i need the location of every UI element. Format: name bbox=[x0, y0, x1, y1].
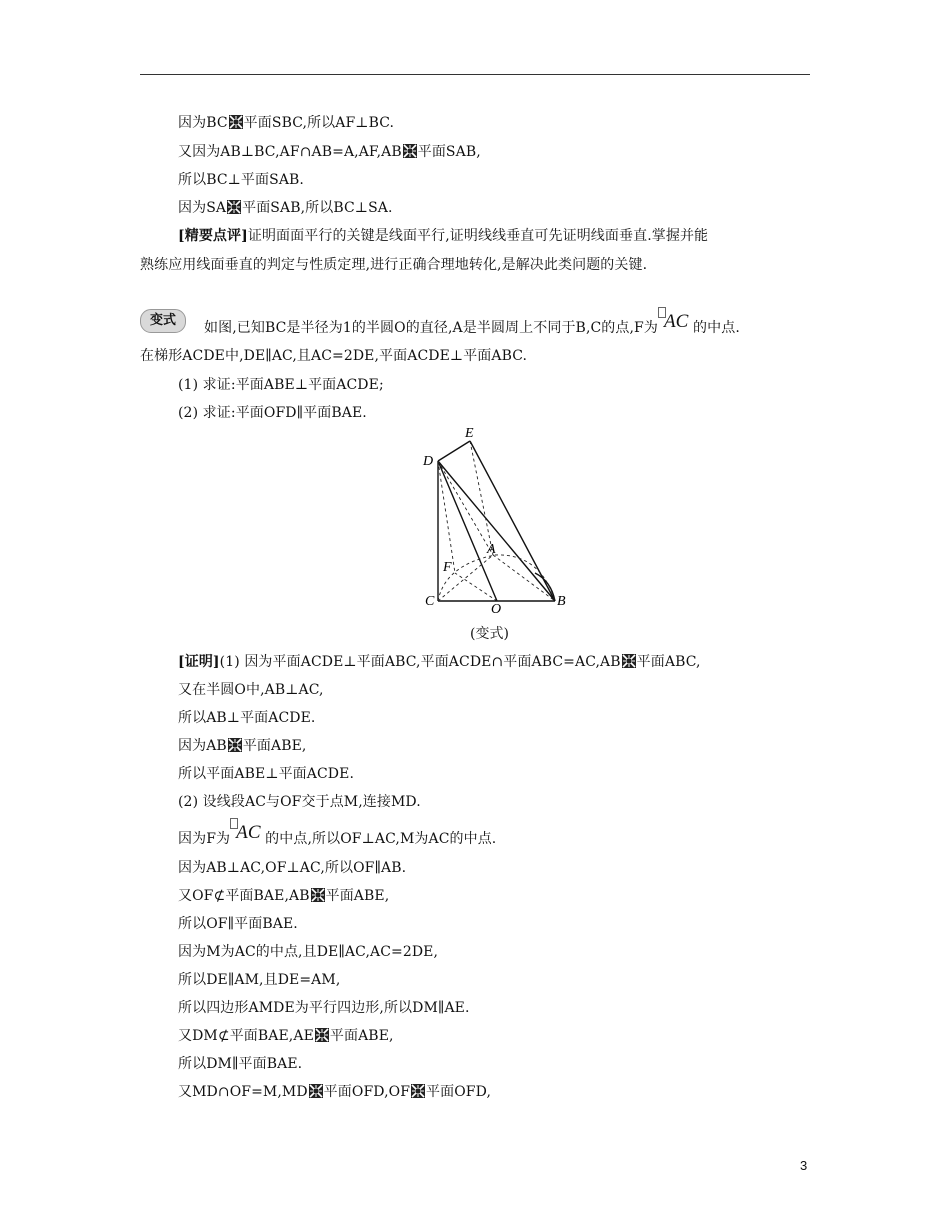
subset-symbol-icon bbox=[411, 1084, 425, 1098]
subset-symbol-icon bbox=[309, 1084, 323, 1098]
proof-line-10: 所以OF∥平面BAE. bbox=[178, 916, 298, 932]
proof-label: [证明] bbox=[178, 654, 220, 670]
label-D: D bbox=[423, 454, 434, 469]
proof-top-line-1: 因为BC 平面SBC,所以AF⊥BC. bbox=[178, 115, 395, 131]
proof-line-11: 因为M为AC的中点,且DE∥AC,AC=2DE, bbox=[178, 944, 439, 960]
question-2: (2) 求证:平面OFD∥平面BAE. bbox=[178, 405, 367, 421]
edge-DE bbox=[438, 441, 470, 461]
proof-line-2: 又在半圆O中,AB⊥AC, bbox=[178, 682, 324, 698]
variant-badge: 变式 bbox=[140, 309, 186, 333]
geometry-figure bbox=[415, 425, 575, 615]
proof-line-15: 所以DM∥平面BAE. bbox=[178, 1056, 303, 1072]
proof-top-line-2: 又因为AB⊥BC,AF∩AB=A,AF,AB 平面SAB, bbox=[178, 144, 481, 160]
proof-line-6: (2) 设线段AC与OF交于点M,连接MD. bbox=[178, 794, 421, 810]
page-number: 3 bbox=[800, 1158, 808, 1173]
proof-line-13: 所以四边形AMDE为平行四边形,所以DM∥AE. bbox=[178, 1000, 470, 1016]
proof-line-9: 又OF⊄平面BAE,AB 平面ABE, bbox=[178, 888, 390, 904]
label-B: B bbox=[557, 594, 566, 609]
semicircle-arc bbox=[438, 555, 555, 601]
proof-line-7: 因为F为 AC 的中点,所以OF⊥AC,M为AC的中点. bbox=[178, 829, 496, 848]
subset-symbol-icon bbox=[622, 654, 636, 668]
subset-symbol-icon bbox=[227, 200, 241, 214]
label-O: O bbox=[491, 602, 502, 615]
proof-line-8: 因为AB⊥AC,OF⊥AC,所以OF∥AB. bbox=[178, 860, 407, 876]
proof-top-line-3: 所以BC⊥平面SAB. bbox=[178, 172, 304, 188]
proof-top-line-4: 因为SA 平面SAB,所以BC⊥SA. bbox=[178, 200, 393, 216]
variant-line-1: 如图,已知BC是半径为1的半圆O的直径,A是半圆周上不同于B,C的点,F为 AC 的中点. bbox=[204, 318, 740, 337]
subset-symbol-icon bbox=[228, 738, 242, 752]
header-rule bbox=[140, 74, 810, 75]
label-A: A bbox=[487, 542, 496, 557]
question-1: (1) 求证:平面ABE⊥平面ACDE; bbox=[178, 377, 384, 393]
edge-EA bbox=[470, 441, 493, 555]
proof-line-1: [证明](1) 因为平面ACDE⊥平面ABC,平面ACDE∩平面ABC=AC,AB 平面ABC, bbox=[178, 654, 701, 670]
proof-line-16: 又MD∩OF=M,MD 平面OFD,OF 平面OFD, bbox=[178, 1084, 491, 1100]
proof-line-14: 又DM⊄平面BAE,AE 平面ABE, bbox=[178, 1028, 394, 1044]
edge-DB bbox=[438, 461, 555, 601]
proof-line-5: 所以平面ABE⊥平面ACDE. bbox=[178, 766, 355, 782]
variant-line-2: 在梯形ACDE中,DE∥AC,且AC=2DE,平面ACDE⊥平面ABC. bbox=[140, 348, 528, 364]
comment-label: [精要点评] bbox=[178, 228, 248, 244]
subset-symbol-icon bbox=[403, 144, 417, 158]
figure-caption: (变式) bbox=[470, 626, 509, 642]
proof-line-12: 所以DE∥AM,且DE=AM, bbox=[178, 972, 341, 988]
comment-line-2: 熟练应用线面垂直的判定与性质定理,进行正确合理地转化,是解决此类问题的关键. bbox=[140, 257, 648, 273]
label-E: E bbox=[465, 426, 474, 441]
proof-line-3: 所以AB⊥平面ACDE. bbox=[178, 710, 316, 726]
label-C: C bbox=[425, 594, 435, 609]
subset-symbol-icon bbox=[229, 115, 243, 129]
edge-AB bbox=[493, 555, 555, 601]
subset-symbol-icon bbox=[315, 1028, 329, 1042]
subset-symbol-icon bbox=[311, 888, 325, 902]
label-F: F bbox=[443, 560, 452, 575]
comment-line-1: [精要点评]证明面面平行的关键是线面平行,证明线线垂直可先证明线面垂直.掌握并能 bbox=[178, 228, 709, 244]
proof-line-4: 因为AB 平面ABE, bbox=[178, 738, 307, 754]
edge-DA bbox=[438, 461, 493, 555]
